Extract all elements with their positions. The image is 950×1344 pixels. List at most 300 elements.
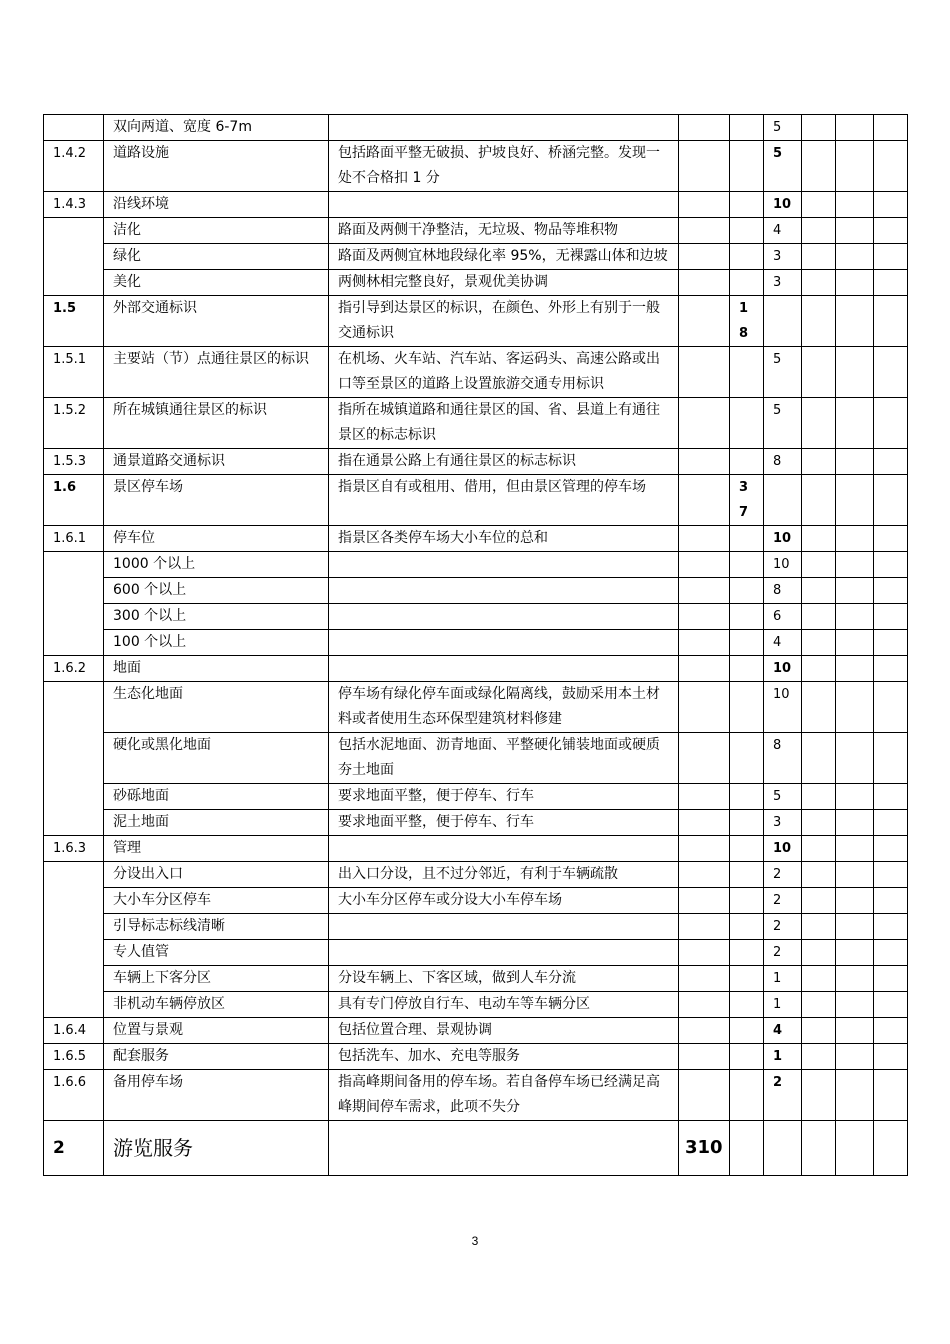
item-number-cell: 1.6.4 [44,1018,104,1044]
subtotal-score-cell [730,270,764,296]
item-name-cell: 绿化 [104,244,329,270]
blank-cell [802,115,836,141]
blank-cell [802,141,836,192]
blank-cell [874,836,908,862]
table-row [44,914,908,940]
blank-cell [874,218,908,244]
blank-cell [802,475,836,526]
blank-cell [802,940,836,966]
total-score-cell [679,682,730,733]
score-cell: 4 [764,218,802,244]
blank-cell [874,810,908,836]
item-number-cell: 1.6.3 [44,836,104,862]
total-score-cell [679,398,730,449]
subtotal-score-cell [730,398,764,449]
blank-cell [874,192,908,218]
item-name-cell: 600 个以上 [104,578,329,604]
item-name-cell: 砂砾地面 [104,784,329,810]
item-name-cell: 所在城镇通往景区的标识 [104,398,329,449]
total-score-cell [679,270,730,296]
item-number-cell [44,682,104,836]
total-score-cell [679,192,730,218]
blank-cell [836,992,874,1018]
item-name-cell: 硬化或黑化地面 [104,733,329,784]
section-description-cell [329,1121,679,1176]
blank-cell [802,914,836,940]
table-row [44,604,908,630]
score-cell [764,296,802,347]
item-name-cell: 车辆上下客分区 [104,966,329,992]
blank-cell [874,475,908,526]
table-row [44,992,908,1018]
total-score-cell [679,810,730,836]
description-cell: 包括水泥地面、沥青地面、平整硬化铺装地面或硬质夯土地面 [329,733,679,784]
score-cell: 1 [764,1044,802,1070]
blank-cell [836,270,874,296]
blank-cell [874,244,908,270]
item-name-cell: 外部交通标识 [104,296,329,347]
total-score-cell [679,656,730,682]
total-score-cell [679,888,730,914]
table-row [44,552,908,578]
table-row [44,578,908,604]
table-row [44,630,908,656]
subtotal-score-cell [730,784,764,810]
subtotal-score-cell [730,888,764,914]
blank-cell [730,1121,764,1176]
table-row [44,810,908,836]
subtotal-score-cell [730,578,764,604]
score-cell: 3 [764,270,802,296]
subtotal-score-cell [730,682,764,733]
blank-cell [802,1121,836,1176]
total-score-cell [679,836,730,862]
table-row [44,192,908,218]
score-cell: 2 [764,914,802,940]
blank-cell [836,244,874,270]
score-cell: 8 [764,449,802,475]
blank-cell [802,578,836,604]
blank-cell [874,992,908,1018]
description-cell: 路面及两侧宜林地段绿化率 95%，无裸露山体和边坡 [329,244,679,270]
blank-cell [802,552,836,578]
total-score-cell [679,733,730,784]
description-cell: 包括位置合理、景观协调 [329,1018,679,1044]
total-score-cell [679,141,730,192]
table-row [44,115,908,141]
description-cell: 停车场有绿化停车面或绿化隔离线，鼓励采用本土材料或者使用生态环保型建筑材料修建 [329,682,679,733]
table-row [44,784,908,810]
blank-cell [802,604,836,630]
table-row [44,449,908,475]
blank-cell [874,784,908,810]
description-cell: 在机场、火车站、汽车站、客运码头、高速公路或出口等至景区的道路上设置旅游交通专用标识 [329,347,679,398]
table-row [44,244,908,270]
total-score-cell [679,296,730,347]
blank-cell [802,270,836,296]
total-score-cell [679,347,730,398]
item-number-cell [44,862,104,1018]
item-name-cell: 位置与景观 [104,1018,329,1044]
description-cell [329,630,679,656]
score-cell: 10 [764,682,802,733]
description-cell [329,656,679,682]
section-number-cell: 2 [44,1121,104,1176]
score-cell: 8 [764,733,802,784]
description-cell [329,604,679,630]
score-cell: 10 [764,552,802,578]
description-cell: 指高峰期间备用的停车场。若自备停车场已经满足高峰期间停车需求，此项不失分 [329,1070,679,1121]
blank-cell [836,115,874,141]
blank-cell [802,630,836,656]
description-cell: 指所在城镇道路和通往景区的国、省、县道上有通往景区的标志标识 [329,398,679,449]
blank-cell [802,733,836,784]
subtotal-score-cell [730,656,764,682]
item-number-cell [44,552,104,656]
subtotal-score-cell [730,733,764,784]
blank-cell [764,1121,802,1176]
item-name-cell: 洁化 [104,218,329,244]
score-cell: 4 [764,630,802,656]
item-name-cell: 1000 个以上 [104,552,329,578]
blank-cell [836,940,874,966]
score-cell: 2 [764,888,802,914]
blank-cell [874,914,908,940]
item-name-cell: 管理 [104,836,329,862]
subtotal-score-cell [730,115,764,141]
blank-cell [836,656,874,682]
description-cell: 指景区自有或租用、借用，但由景区管理的停车场 [329,475,679,526]
item-name-cell: 双向两道、宽度 6-7m [104,115,329,141]
blank-cell [874,656,908,682]
description-cell [329,578,679,604]
blank-cell [874,966,908,992]
item-number-cell: 1.5.3 [44,449,104,475]
table-row [44,1018,908,1044]
blank-cell [874,1044,908,1070]
item-name-cell: 引导标志标线清晰 [104,914,329,940]
total-score-cell [679,1070,730,1121]
blank-cell [836,1070,874,1121]
score-cell: 5 [764,784,802,810]
subtotal-score-cell [730,630,764,656]
description-cell: 要求地面平整，便于停车、行车 [329,810,679,836]
description-cell: 包括洗车、加水、充电等服务 [329,1044,679,1070]
score-cell: 2 [764,1070,802,1121]
blank-cell [836,192,874,218]
description-cell [329,940,679,966]
total-score-cell [679,604,730,630]
blank-cell [836,526,874,552]
table-row [44,270,908,296]
item-name-cell: 100 个以上 [104,630,329,656]
score-cell: 4 [764,1018,802,1044]
blank-cell [836,733,874,784]
blank-cell [874,578,908,604]
subtotal-score-cell [730,552,764,578]
description-cell: 具有专门停放自行车、电动车等车辆分区 [329,992,679,1018]
description-cell [329,115,679,141]
subtotal-score-cell [730,192,764,218]
blank-cell [874,682,908,733]
subtotal-score-cell [730,244,764,270]
description-cell: 出入口分设，且不过分邻近，有利于车辆疏散 [329,862,679,888]
section-row [44,1121,908,1176]
score-cell: 2 [764,862,802,888]
subtotal-score-cell [730,347,764,398]
blank-cell [874,449,908,475]
item-name-cell: 沿线环境 [104,192,329,218]
item-name-cell: 300 个以上 [104,604,329,630]
score-cell: 1 [764,966,802,992]
blank-cell [836,810,874,836]
score-cell: 6 [764,604,802,630]
blank-cell [836,966,874,992]
blank-cell [802,244,836,270]
blank-cell [802,449,836,475]
item-name-cell: 非机动车辆停放区 [104,992,329,1018]
total-score-cell [679,630,730,656]
table-row [44,475,908,526]
item-number-cell: 1.5 [44,296,104,347]
blank-cell [802,810,836,836]
subtotal-score-cell [730,1070,764,1121]
item-number-cell: 1.4.3 [44,192,104,218]
subtotal-score-cell [730,836,764,862]
item-name-cell: 大小车分区停车 [104,888,329,914]
blank-cell [874,296,908,347]
item-name-cell: 泥土地面 [104,810,329,836]
blank-cell [874,1121,908,1176]
table-row [44,862,908,888]
subtotal-score-cell [730,966,764,992]
description-cell [329,914,679,940]
description-cell: 要求地面平整，便于停车、行车 [329,784,679,810]
blank-cell [874,398,908,449]
item-number-cell [44,218,104,296]
total-score-cell [679,1044,730,1070]
item-number-cell: 1.6.1 [44,526,104,552]
total-score-cell [679,552,730,578]
blank-cell [874,552,908,578]
item-name-cell: 景区停车场 [104,475,329,526]
blank-cell [874,888,908,914]
blank-cell [836,449,874,475]
subtotal-score-cell [730,526,764,552]
blank-cell [836,218,874,244]
score-cell: 10 [764,836,802,862]
item-name-cell: 分设出入口 [104,862,329,888]
blank-cell [874,862,908,888]
subtotal-score-cell [730,604,764,630]
score-cell: 10 [764,526,802,552]
blank-cell [802,1018,836,1044]
total-score-cell [679,475,730,526]
page-number: 3 [471,1234,479,1248]
blank-cell [874,733,908,784]
blank-cell [874,1070,908,1121]
blank-cell [802,682,836,733]
subtotal-score-cell [730,449,764,475]
score-cell: 5 [764,141,802,192]
subtotal-score-cell: 37 [730,475,764,526]
blank-cell [874,347,908,398]
blank-cell [874,604,908,630]
blank-cell [836,475,874,526]
description-cell: 指在通景公路上有通往景区的标志标识 [329,449,679,475]
blank-cell [874,940,908,966]
description-cell [329,836,679,862]
description-cell: 分设车辆上、下客区域，做到人车分流 [329,966,679,992]
description-cell [329,192,679,218]
blank-cell [836,604,874,630]
table-row [44,526,908,552]
item-name-cell: 通景道路交通标识 [104,449,329,475]
subtotal-score-cell [730,992,764,1018]
description-cell: 两侧林相完整良好，景观优美协调 [329,270,679,296]
subtotal-score-cell [730,141,764,192]
item-number-cell: 1.4.2 [44,141,104,192]
subtotal-score-cell [730,1018,764,1044]
description-cell: 指景区各类停车场大小车位的总和 [329,526,679,552]
table-row [44,398,908,449]
total-score-cell [679,526,730,552]
table-row [44,656,908,682]
blank-cell [802,656,836,682]
blank-cell [836,630,874,656]
table-row [44,1070,908,1121]
score-cell: 2 [764,940,802,966]
total-score-cell [679,784,730,810]
description-cell: 大小车分区停车或分设大小车停车场 [329,888,679,914]
blank-cell [802,888,836,914]
blank-cell [802,966,836,992]
table-row [44,888,908,914]
table-row [44,296,908,347]
score-cell: 5 [764,115,802,141]
section-name-cell: 游览服务 [104,1121,329,1176]
blank-cell [836,552,874,578]
blank-cell [874,1018,908,1044]
subtotal-score-cell [730,218,764,244]
score-cell: 10 [764,656,802,682]
total-score-cell [679,218,730,244]
score-cell: 5 [764,347,802,398]
subtotal-score-cell [730,862,764,888]
total-score-cell [679,940,730,966]
blank-cell [874,270,908,296]
table-row [44,682,908,733]
subtotal-score-cell: 18 [730,296,764,347]
blank-cell [802,347,836,398]
item-name-cell: 配套服务 [104,1044,329,1070]
item-name-cell: 备用停车场 [104,1070,329,1121]
total-score-cell [679,966,730,992]
blank-cell [836,682,874,733]
item-name-cell: 主要站（节）点通往景区的标识 [104,347,329,398]
blank-cell [874,141,908,192]
blank-cell [802,296,836,347]
description-cell: 路面及两侧干净整洁，无垃圾、物品等堆积物 [329,218,679,244]
description-cell: 指引导到达景区的标识，在颜色、外形上有别于一般交通标识 [329,296,679,347]
total-score-cell [679,862,730,888]
blank-cell [836,1121,874,1176]
subtotal-score-cell [730,1044,764,1070]
item-number-cell: 1.5.2 [44,398,104,449]
blank-cell [802,992,836,1018]
table-row [44,966,908,992]
description-cell: 包括路面平整无破损、护坡良好、桥涵完整。发现一处不合格扣 1 分 [329,141,679,192]
subtotal-score-cell [730,810,764,836]
blank-cell [802,192,836,218]
table-row [44,218,908,244]
table-row [44,347,908,398]
blank-cell [836,578,874,604]
blank-cell [836,347,874,398]
item-name-cell: 生态化地面 [104,682,329,733]
score-cell: 1 [764,992,802,1018]
subtotal-score-cell [730,940,764,966]
item-number-cell [44,115,104,141]
blank-cell [836,914,874,940]
total-score-cell [679,914,730,940]
score-cell: 3 [764,810,802,836]
blank-cell [802,836,836,862]
blank-cell [836,398,874,449]
total-score-cell [679,578,730,604]
blank-cell [836,1018,874,1044]
blank-cell [836,141,874,192]
section-total-cell: 310 [679,1121,730,1176]
item-number-cell: 1.6.2 [44,656,104,682]
blank-cell [802,1070,836,1121]
item-name-cell: 地面 [104,656,329,682]
blank-cell [836,1044,874,1070]
total-score-cell [679,244,730,270]
blank-cell [836,296,874,347]
blank-cell [836,784,874,810]
table-body [44,115,908,1176]
blank-cell [802,1044,836,1070]
blank-cell [802,218,836,244]
item-name-cell: 道路设施 [104,141,329,192]
table-row [44,141,908,192]
score-cell: 8 [764,578,802,604]
item-number-cell: 1.6 [44,475,104,526]
item-name-cell: 美化 [104,270,329,296]
blank-cell [874,115,908,141]
total-score-cell [679,449,730,475]
score-cell: 5 [764,398,802,449]
score-cell [764,475,802,526]
blank-cell [836,888,874,914]
blank-cell [874,526,908,552]
item-name-cell: 专人值管 [104,940,329,966]
blank-cell [836,862,874,888]
blank-cell [802,398,836,449]
blank-cell [836,836,874,862]
description-cell [329,552,679,578]
item-number-cell: 1.5.1 [44,347,104,398]
table-row [44,836,908,862]
subtotal-score-cell [730,914,764,940]
table-row [44,940,908,966]
score-cell: 10 [764,192,802,218]
total-score-cell [679,1018,730,1044]
blank-cell [802,784,836,810]
item-number-cell: 1.6.5 [44,1044,104,1070]
blank-cell [802,862,836,888]
